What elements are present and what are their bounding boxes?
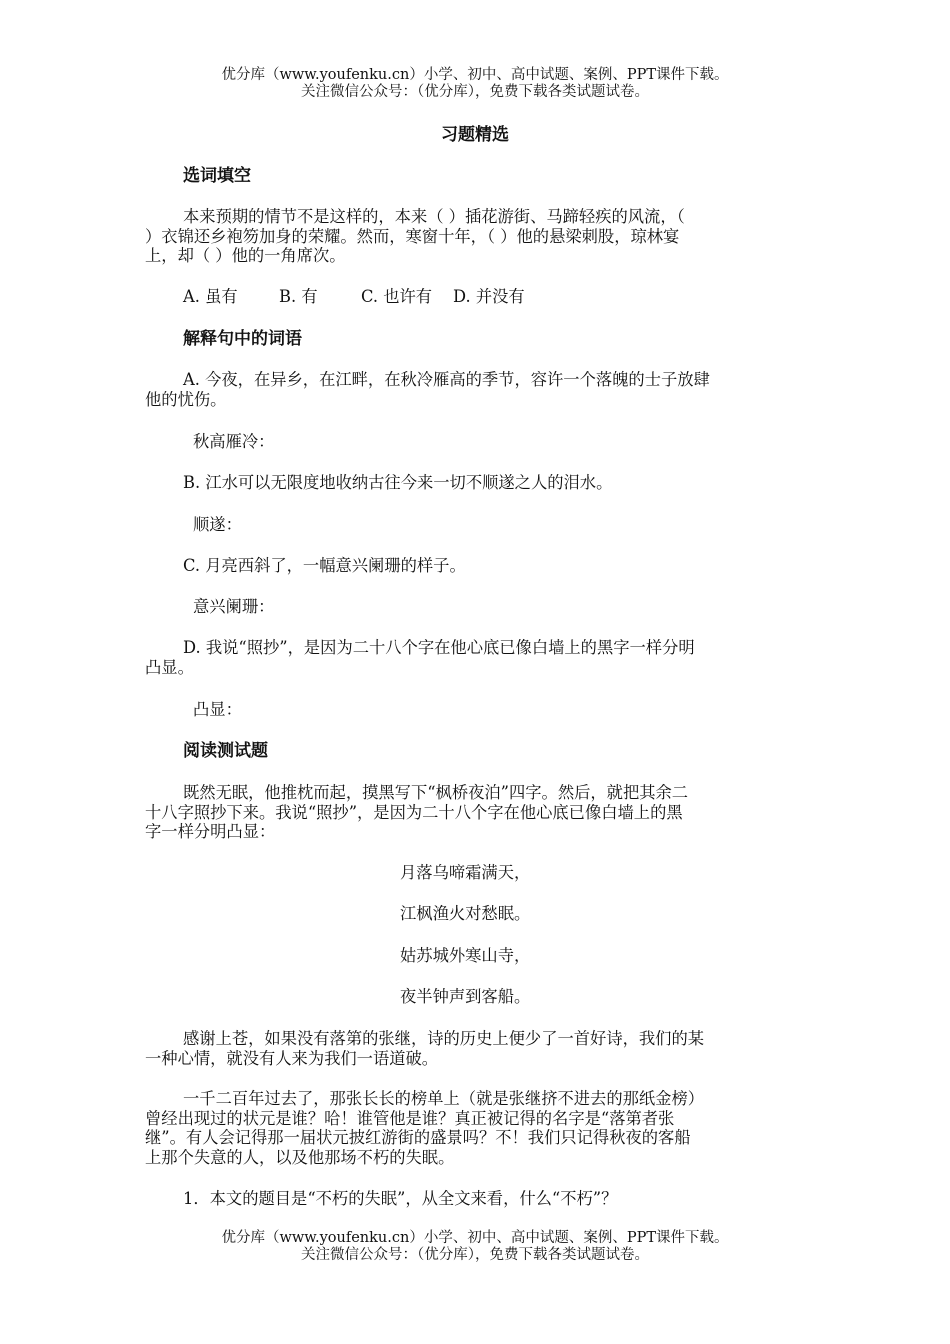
footer-line-2: 关注微信公众号：（优分库），免费下载各类试题试卷。 [301, 1247, 649, 1263]
fill-in-paragraph [145, 207, 815, 266]
paragraph-line: 上，却（ ）他的一角席次。 [145, 246, 346, 265]
explain-label-c: 意兴阑珊： [193, 597, 275, 616]
paragraph-line: ）衣锦还乡袍笏加身的荣耀。然而，寒窗十年，（ ）他的悬梁刺股，琼林宴 [145, 226, 680, 246]
item-line: D. 我说“照抄”，是因为二十八个字在他心底已像白墙上的黑字一样分明 [183, 638, 695, 657]
paragraph-line: 上那个失意的人，以及他那场不朽的失眠。 [145, 1147, 455, 1167]
header-line-2: 关注微信公众号：（优分库），免费下载各类试题试卷。 [301, 84, 649, 100]
item-line: C. 月亮西斜了，一幅意兴阑珊的样子。 [183, 556, 466, 575]
header-line-1: 优分库（www.youfenku.cn）小学、初中、高中试题、案例、PPT课件下载。 [221, 67, 729, 83]
explain-label-a: 秋高雁冷： [193, 432, 275, 451]
poem-line-3: 姑苏城外寒山寺， [400, 946, 531, 965]
explain-item-b [145, 473, 815, 493]
explain-item-d [145, 638, 815, 677]
question-1 [145, 1189, 815, 1209]
reading-paragraph-2 [145, 1029, 815, 1068]
item-line: 凸显。 [145, 657, 194, 677]
question-text: 1．本文的题目是“不朽的失眠”，从全文来看，什么“不朽”？ [183, 1189, 618, 1208]
page-title: 习题精选 [441, 125, 509, 145]
explain-label-d: 凸显： [193, 700, 242, 719]
reading-paragraph-1 [145, 783, 815, 842]
explain-item-a [145, 370, 815, 409]
section-heading-reading: 阅读测试题 [183, 741, 268, 761]
section-heading-explain: 解释句中的词语 [183, 329, 302, 349]
paragraph-line: 曾经出现过的状元是谁？哈！谁管他是谁？真正被记得的名字是“落第者张 [145, 1108, 675, 1128]
option-c: C. 也许有 [361, 287, 433, 306]
option-d: D. 并没有 [453, 287, 525, 306]
option-a: A. 虽有 [183, 287, 238, 306]
answer-options [183, 287, 525, 307]
reading-paragraph-3 [145, 1089, 815, 1167]
section-heading-fill-in: 选词填空 [183, 166, 251, 186]
page-header [0, 67, 950, 101]
poem-line-4: 夜半钟声到客船。 [400, 987, 531, 1006]
paragraph-line: 感谢上苍，如果没有落第的张继，诗的历史上便少了一首好诗，我们的某 [183, 1029, 705, 1048]
item-line: A. 今夜，在异乡，在江畔，在秋冷雁高的季节，容许一个落魄的士子放肆 [183, 370, 710, 389]
paragraph-line: 一种心情，就没有人来为我们一语道破。 [145, 1048, 439, 1068]
item-line: B. 江水可以无限度地收纳古往今来一切不顺遂之人的泪水。 [183, 473, 613, 492]
poem-line-2: 江枫渔火对愁眠。 [400, 904, 531, 923]
paragraph-line: 一千二百年过去了，那张长长的榜单上（就是张继挤不进去的那纸金榜） [183, 1089, 705, 1108]
poem-line-1: 月落乌啼霜满天， [400, 863, 531, 882]
option-b: B. 有 [279, 287, 318, 306]
paragraph-line: 本来预期的情节不是这样的，本来（ ）插花游街、马蹄轻疾的风流，（ [183, 207, 685, 226]
footer-line-1: 优分库（www.youfenku.cn）小学、初中、高中试题、案例、PPT课件下载。 [221, 1230, 729, 1246]
explain-label-b: 顺遂： [193, 515, 242, 534]
paragraph-line: 十八字照抄下来。我说“照抄”，是因为二十八个字在他心底已像白墙上的黑 [145, 802, 683, 822]
paragraph-line: 既然无眠，他推枕而起，摸黑写下“枫桥夜泊”四字。然后，就把其余二 [183, 783, 689, 802]
explain-item-c [145, 556, 815, 576]
paragraph-line: 继”。有人会记得那一届状元披红游街的盛景吗？不！我们只记得秋夜的客船 [145, 1128, 691, 1147]
page-footer [0, 1230, 950, 1264]
item-line: 他的忧伤。 [145, 389, 227, 409]
paragraph-line: 字一样分明凸显： [145, 822, 276, 841]
